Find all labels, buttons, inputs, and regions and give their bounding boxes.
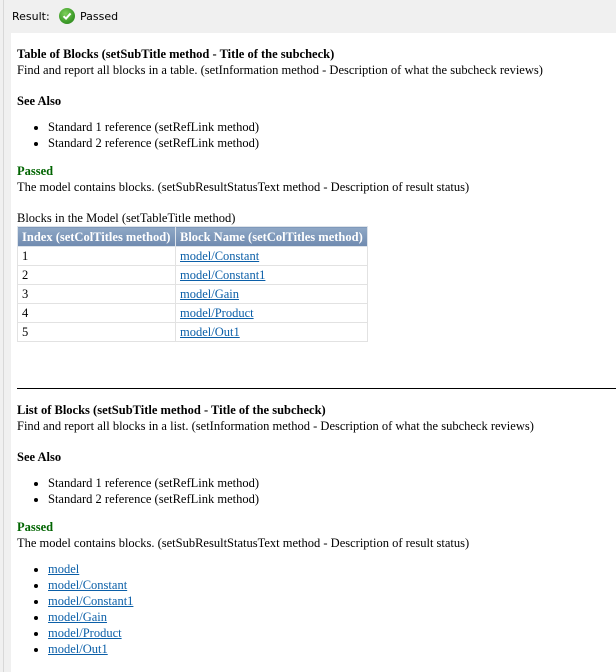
result-label: Result:: [12, 10, 50, 23]
column-header-block-name: Block Name (setColTitles method): [176, 227, 368, 247]
list-item: [48, 593, 616, 609]
cell-index: 1: [18, 247, 176, 266]
list-item: [48, 577, 616, 593]
table-row: [18, 323, 368, 342]
reference-list: [17, 475, 616, 507]
subcheck-information: Find and report all blocks in a list. (setInformation method - Description of what the subcheck reviews): [17, 419, 534, 433]
subcheck-information: Find and report all blocks in a table. (setInformation method - Description of what the subcheck reviews): [17, 63, 543, 77]
check-circle-icon: [59, 8, 75, 24]
status-label: Passed: [17, 164, 54, 178]
block-link[interactable]: model/Constant1: [48, 594, 134, 608]
block-link[interactable]: model/Out1: [48, 642, 108, 656]
reference-item: • Standard 2 reference (setRefLink method): [48, 491, 616, 507]
table-row: [18, 266, 368, 285]
see-also-heading: See Also: [17, 94, 62, 108]
blocks-list: [17, 561, 616, 657]
report-panel: [11, 33, 616, 672]
window-left-border: [3, 0, 4, 672]
list-item: [48, 561, 616, 577]
block-link[interactable]: model/Product: [180, 306, 254, 320]
subcheck-table-of-blocks: [17, 46, 616, 342]
blocks-table: [17, 226, 368, 342]
reference-list: [17, 119, 616, 151]
block-link[interactable]: model/Product: [48, 626, 122, 640]
block-link[interactable]: model/Gain: [48, 610, 108, 624]
status-text: The model contains blocks. (setSubResultStatusText method - Description of result status): [17, 536, 470, 550]
subcheck-title: List of Blocks (setSubTitle method - Title of the subcheck): [17, 403, 326, 417]
reference-item: • Standard 1 reference (setRefLink method): [48, 119, 616, 135]
result-value: Passed: [80, 10, 119, 23]
table-header-row: [18, 227, 368, 247]
reference-item: • Standard 1 reference (setRefLink method): [48, 475, 616, 491]
reference-item: • Standard 2 reference (setRefLink method): [48, 135, 616, 151]
block-link[interactable]: model/Constant1: [180, 268, 266, 282]
table-row: [18, 304, 368, 323]
block-link[interactable]: model: [48, 562, 80, 576]
cell-index: 4: [18, 304, 176, 323]
cell-index: 3: [18, 285, 176, 304]
result-bar: [0, 0, 616, 33]
status-label: Passed: [17, 520, 54, 534]
block-link[interactable]: model/Constant: [180, 249, 260, 263]
column-header-index: Index (setColTitles method): [18, 227, 176, 247]
list-item: [48, 641, 616, 657]
table-row: [18, 247, 368, 266]
table-title: Blocks in the Model (setTableTitle method): [17, 211, 236, 225]
subcheck-title: Table of Blocks (setSubTitle method - Title of the subcheck): [17, 47, 335, 61]
list-item: [48, 625, 616, 641]
table-row: [18, 285, 368, 304]
cell-index: 5: [18, 323, 176, 342]
block-link[interactable]: model/Out1: [180, 325, 240, 339]
list-item: [48, 609, 616, 625]
subcheck-list-of-blocks: [17, 402, 616, 657]
status-text: The model contains blocks. (setSubResultStatusText method - Description of result status): [17, 180, 470, 194]
section-divider: [17, 388, 616, 389]
cell-index: 2: [18, 266, 176, 285]
block-link[interactable]: model/Constant: [48, 578, 128, 592]
see-also-heading: See Also: [17, 450, 62, 464]
block-link[interactable]: model/Gain: [180, 287, 240, 301]
